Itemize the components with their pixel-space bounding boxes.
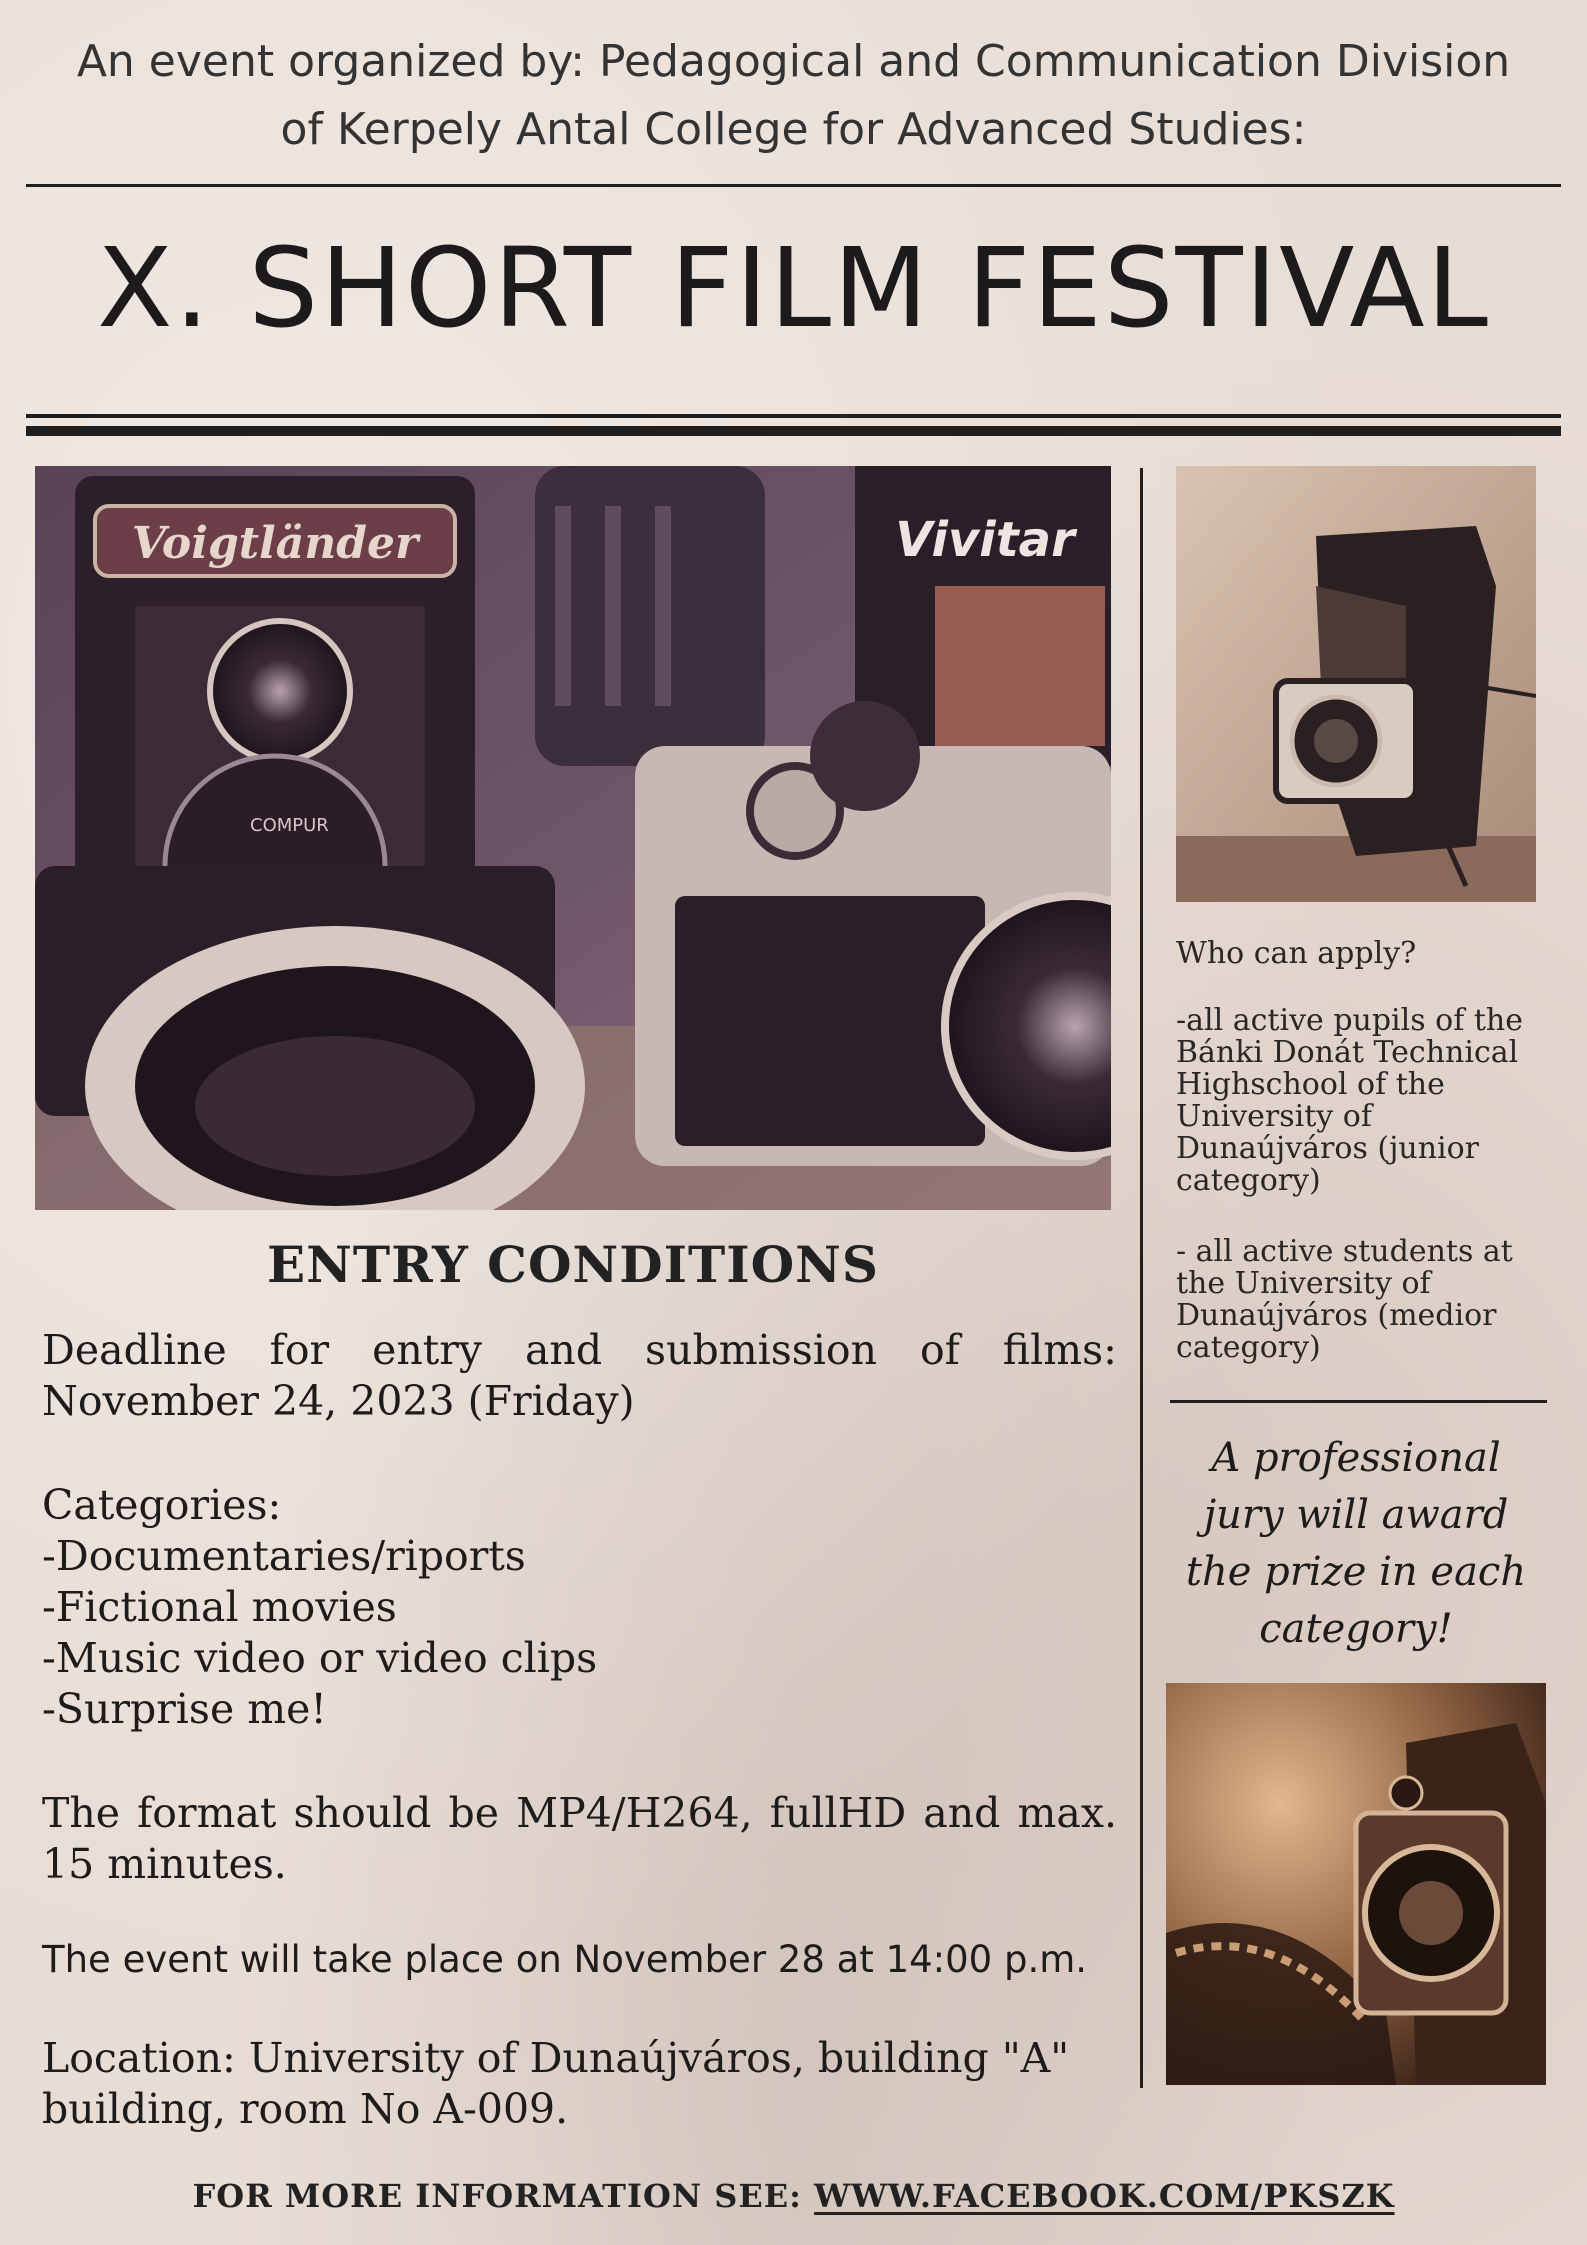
title-divider-thick: [26, 426, 1561, 436]
folding-camera-photo: [1176, 466, 1536, 902]
jury-note: A professional jury will award the prize in each category!: [1185, 1435, 1527, 1652]
compur-label: COMPUR: [250, 815, 329, 836]
sepia-camera-photo: [1166, 1683, 1546, 2085]
organizer-line-2: of Kerpely Antal College for Advanced Studies:: [280, 104, 1307, 155]
sidebar-divider: [1170, 1400, 1547, 1403]
voigtlander-brand: Voigtländer: [131, 518, 419, 569]
footer-prefix: FOR MORE INFORMATION SEE:: [192, 2177, 815, 2215]
category-item: -Music video or video clips: [42, 1634, 598, 1682]
location-text: Location: University of Dunaújváros, building "A" building, room No A-009.: [42, 2034, 1070, 2133]
footer-info: [0, 2174, 1587, 2218]
categories-block: [42, 1480, 1117, 1735]
festival-title: X. SHORT FILM FESTIVAL: [97, 224, 1490, 352]
organizer-text: [0, 28, 1587, 164]
who-can-apply-heading: Who can apply?: [1176, 936, 1417, 971]
event-date-text: The event will take place on November 28 at 14:00 p.m.: [42, 1938, 1088, 1981]
facebook-link[interactable]: WWW.FACEBOOK.COM/PKSZK: [814, 2177, 1395, 2215]
categories-label: Categories:: [42, 1481, 282, 1529]
eligibility-junior: -all active pupils of the Bánki Donát Technical Highschool of the University of Dunaújváros (junior category): [1176, 1003, 1524, 1198]
category-item: -Surprise me!: [42, 1685, 327, 1733]
deadline-text: Deadline for entry and submission of films: November 24, 2023 (Friday): [42, 1326, 1117, 1425]
vintage-cameras-photo: [35, 466, 1111, 1210]
format-text: The format should be MP4/H264, fullHD and max. 15 minutes.: [42, 1789, 1117, 1888]
title-divider-thin: [26, 414, 1561, 418]
organizer-line-1: An event organized by: Pedagogical and Communication Division: [76, 36, 1511, 87]
top-divider: [26, 184, 1561, 187]
category-item: -Documentaries/riports: [42, 1532, 526, 1580]
column-divider: [1140, 468, 1143, 2088]
entry-conditions-heading: ENTRY CONDITIONS: [267, 1235, 879, 1294]
eligibility-medior: - all active students at the University of Dunaújváros (medior category): [1176, 1234, 1513, 1365]
vivitar-brand: Vivitar: [895, 512, 1075, 568]
category-item: -Fictional movies: [42, 1583, 397, 1631]
